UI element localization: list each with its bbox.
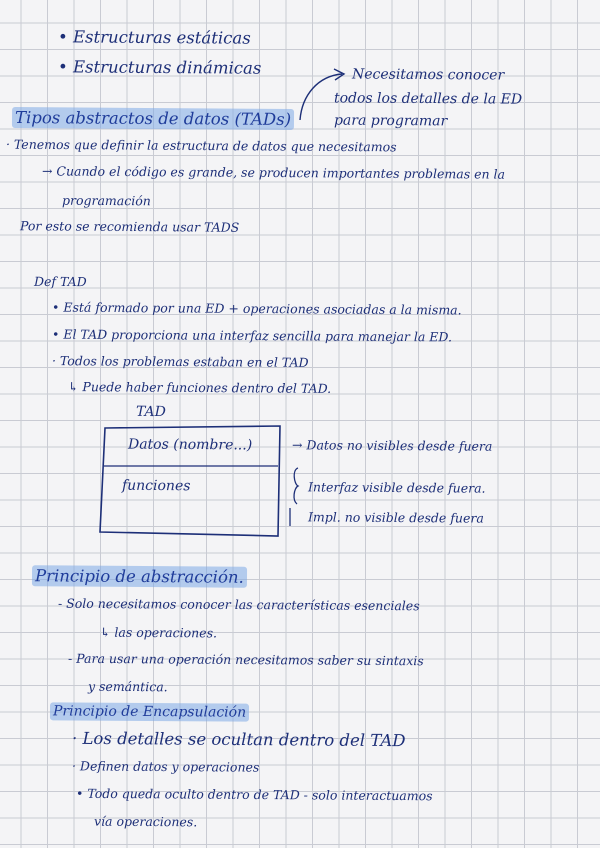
- note-line: Necesitamos conocer: [351, 66, 505, 84]
- heading-abstraccion-text: Principio de abstracción.: [32, 565, 247, 587]
- text-line: Por esto se recomienda usar TADS: [19, 218, 240, 235]
- text-line: → Cuando el código es grande, se producen importantes problemas en la: [41, 163, 506, 182]
- note-line: para programar: [333, 112, 448, 130]
- text-line: · Todos los problemas estaban en el TAD: [51, 353, 309, 370]
- interfaz-brace: [294, 468, 298, 504]
- tad-label: TAD: [135, 403, 166, 421]
- def-title: Def TAD: [33, 273, 87, 290]
- text-line: - Solo necesitamos conocer las características esenciales: [57, 595, 420, 614]
- heading-abstraccion: [32, 568, 247, 586]
- side-note-impl: Impl. no visible desde fuera: [307, 509, 484, 526]
- text-line: • Todo queda oculto dentro de TAD - solo interactuamos: [75, 785, 433, 804]
- text-line: - Para usar una operación necesitamos saber su sintaxis: [67, 650, 424, 669]
- list-item-estructuras-estaticas: • Estructuras estáticas: [57, 27, 251, 48]
- text-line: • El TAD proporciona una interfaz sencilla para manejar la ED.: [51, 326, 453, 345]
- heading-encapsulacion: [50, 704, 249, 719]
- heading-tads-text: Tipos abstractos de datos (TADs): [12, 107, 294, 130]
- box-funciones-label: funciones: [121, 477, 191, 495]
- side-note-interfaz: Interfaz visible desde fuera.: [307, 479, 486, 496]
- side-note-datos: → Datos no visibles desde fuera: [291, 437, 493, 454]
- text-line: · Definen datos y operaciones: [71, 758, 260, 775]
- text-line: · Los detalles se ocultan dentro del TAD: [71, 728, 406, 751]
- list-item-estructuras-dinamicas: • Estructuras dinámicas: [57, 57, 262, 78]
- text-line: · Tenemos que definir la estructura de datos que necesitamos: [5, 136, 397, 155]
- text-line: ↳ Puede haber funciones dentro del TAD.: [67, 379, 332, 396]
- text-line: programación: [61, 192, 151, 209]
- text-line: vía operaciones.: [93, 813, 198, 830]
- text-line: y semántica.: [87, 678, 168, 695]
- text-line: ↳ las operaciones.: [99, 624, 218, 641]
- note-line: todos los detalles de la ED: [333, 90, 523, 108]
- box-datos-label: Datos (nombre...): [127, 436, 253, 454]
- text-line: • Está formado por una ED + operaciones asociadas a la misma.: [51, 299, 462, 318]
- heading-encapsulacion-text: Principio de Encapsulación: [50, 702, 249, 721]
- heading-tads: [12, 110, 294, 128]
